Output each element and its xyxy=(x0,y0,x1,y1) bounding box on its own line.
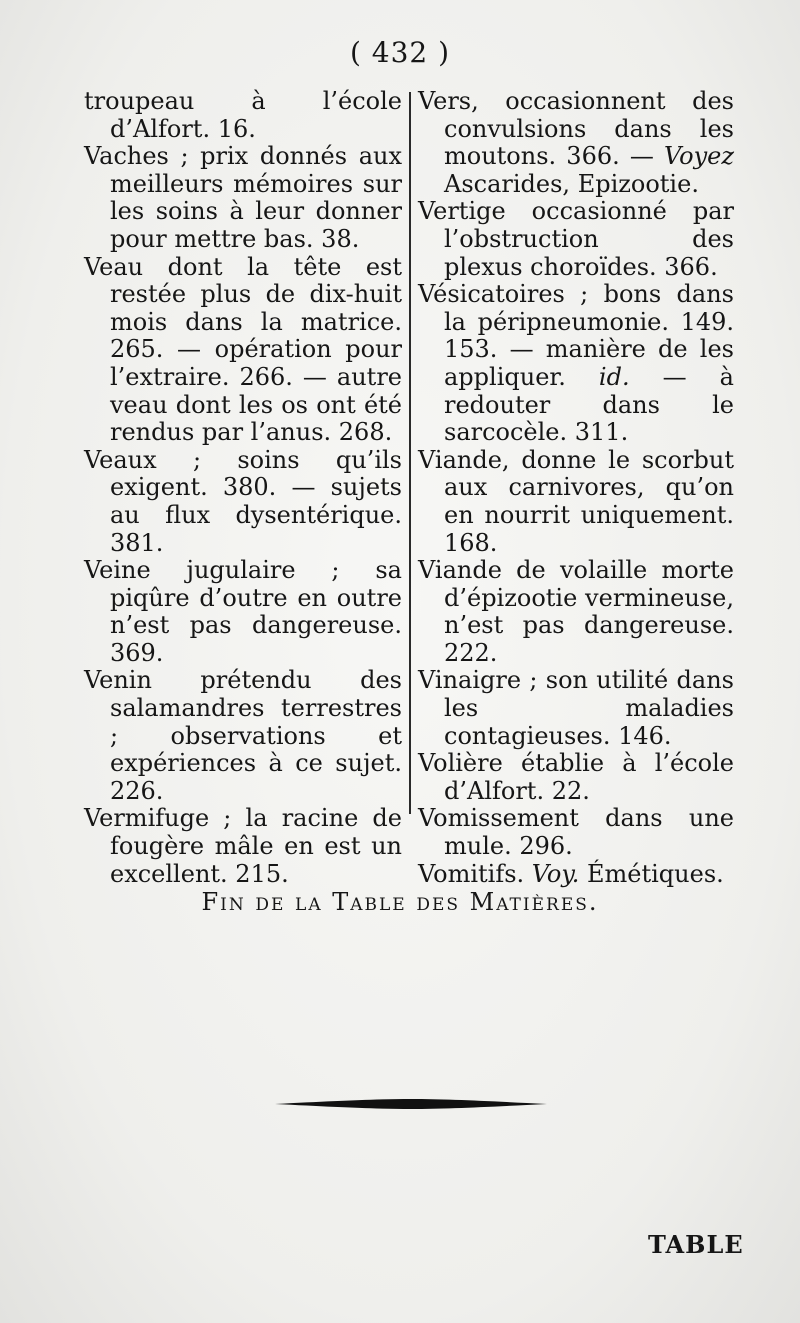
end-of-table-heading: Fin de la Table des Matières. xyxy=(201,888,599,916)
index-entry: Veau dont la tête est restée plus de dix-huit mois dans la matrice. 265. — opération pour l’extraire. 266. — autre veau dont les os ont été rendus par l’anus. 268. xyxy=(84,252,402,447)
index-entry: Viande de volaille morte d’épizootie vermineuse, n’est pas dangereuse. 222. xyxy=(418,556,734,667)
index-entry: Veaux ; soins qu’ils exigent. 380. — sujets au flux dysentérique. 381. xyxy=(84,445,402,557)
index-entry: troupeau à l’école d’Alfort. 16. xyxy=(84,87,402,143)
index-entry: Volière établie à l’école d’Alfort. 22. xyxy=(418,749,734,805)
index-entry: Veine jugulaire ; sa piqûre d’outre en outre n’est pas dangereuse. 369. xyxy=(84,556,402,667)
index-entry: Vers, occasionnent des convulsions dans les moutons. 366. — Voyez Ascarides, Epizootie. xyxy=(418,87,734,198)
index-entry: Vertige occasionné par l’obstruction des plexus choroïdes. 366. xyxy=(418,197,734,281)
index-entry: Vomissement dans une mule. 296. xyxy=(418,804,734,861)
index-entry: Venin prétendu des salamandres terrestres ; observations et expériences à ce sujet. 226. xyxy=(84,666,402,805)
index-entry: Vésicatoires ; bons dans la péripneumonie. 149. 153. — manière de les appliquer. id. — à redouter dans le sarcocèle. 311. xyxy=(418,280,734,447)
index-entry: Viande, donne le scorbut aux carnivores, qu’on en nourrit uniquement. 168. xyxy=(418,445,734,557)
ornamental-rule xyxy=(275,1097,547,1111)
index-entry: Vomitifs. Voy. Émétiques. xyxy=(418,859,724,888)
page-number: ( 432 ) xyxy=(349,36,451,69)
index-column-right xyxy=(418,88,734,888)
index-entry: Vermifuge ; la racine de fougère mâle en est un excellent. 215. xyxy=(84,804,402,888)
catchword: TABLE xyxy=(648,1230,744,1259)
index-entry: Vinaigre ; son utilité dans les maladies contagieuses. 146. xyxy=(418,666,734,750)
index-entry: Vaches ; prix donnés aux meilleurs mémoires sur les soins à leur donner pour mettre bas. 38. xyxy=(84,142,402,253)
index-column-left xyxy=(84,88,402,888)
column-divider xyxy=(409,92,411,814)
